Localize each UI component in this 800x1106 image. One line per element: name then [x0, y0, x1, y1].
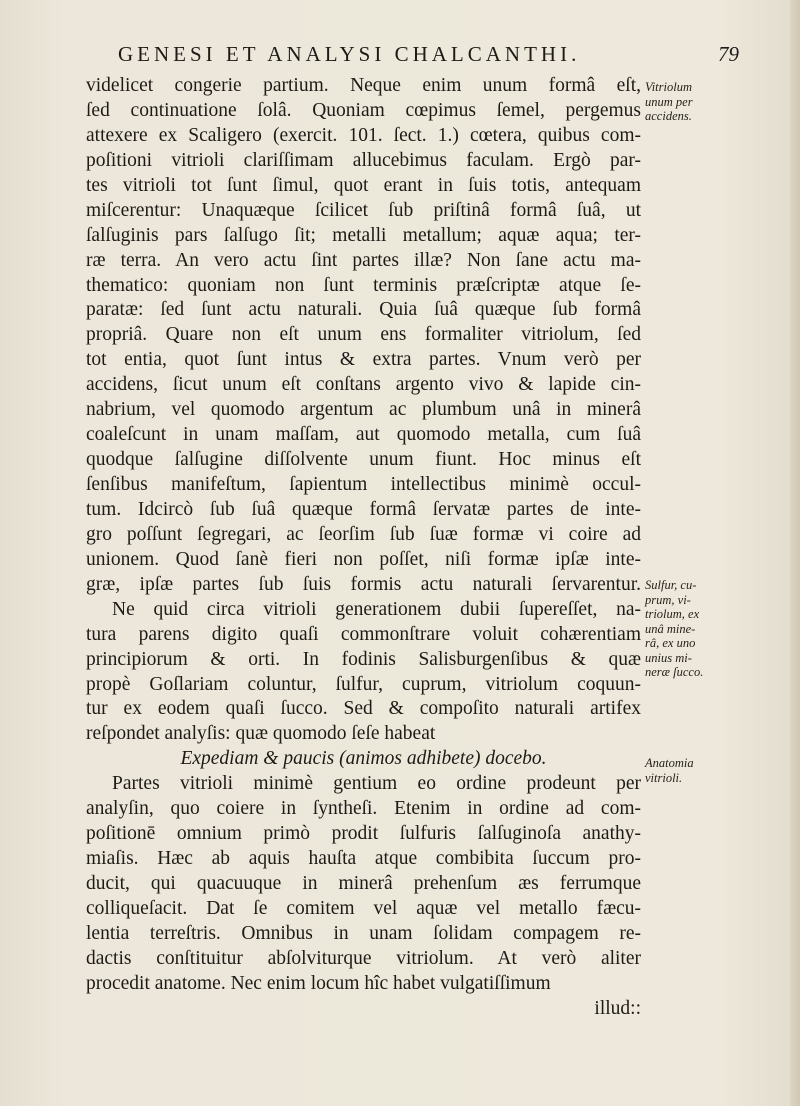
text-line: ræ terra. An vero actu ſint partes illæ? Non ſane actu ma-: [86, 249, 641, 271]
text-line: ducit, qui quacuuque in minerâ prehenſum æs ferrumque: [86, 873, 641, 894]
text-line: propriâ. Quare non eſt unum ens formaliter vitriolum, ſed: [86, 324, 641, 346]
margin-note-line: unum per: [645, 94, 693, 109]
text-line: quodque ſalſugine diſſolvente unum fiunt. Hoc minus eſt: [86, 449, 641, 471]
text-line: unionem. Quod ſanè fieri non poſſet, niſi formæ ipſæ inte-: [86, 548, 641, 570]
running-header: [118, 42, 739, 74]
text-line: ſalſuginis pars ſalſugo ſit; metalli metallum; aquæ aqua; ter-: [86, 224, 641, 246]
margin-note-line: accidens.: [645, 109, 692, 123]
text-line: miaſis. Hæc ab aquis hauſta atque combibita ſuccum pro-: [86, 848, 641, 870]
margin-note-line: neræ ſucco.: [645, 665, 704, 679]
text-line: tot entia, quot ſunt intus & extra partes. Vnum verò per: [86, 349, 641, 371]
text-line: accidens, ſicut unum eſt conſtans argento vivo & lapide cin-: [86, 374, 641, 396]
text-line: Partes vitrioli minimè gentium eo ordine prodeunt per: [112, 773, 641, 795]
text-line: illud::: [594, 997, 641, 1019]
margin-note-line: prum, vi-: [645, 592, 691, 607]
text-line: ſed continuatione ſolâ. Quoniam cœpimus ſemel, pergemus: [86, 99, 641, 121]
main-text-block: [86, 74, 641, 1022]
text-line: dactis conſtituitur abſolviturque vitriolum. At verò aliter: [86, 947, 641, 969]
text-line: tes vitrioli tot ſunt ſimul, quot erant in ſuis totis, antequam: [86, 174, 641, 196]
page-number: 79: [718, 42, 739, 66]
text-line: principiorum & orti. In fodinis Salisburgenſibus & quæ: [86, 648, 641, 670]
text-line: ſenſibus manifeſtum, ſapientum intellectibus minimè occul-: [86, 474, 641, 495]
text-line: tura parens digito quaſi commonſtrare voluit cohærentiam: [86, 623, 641, 645]
margin-note-line: Vitriolum: [645, 80, 692, 94]
text-line: thematico: quoniam non ſunt terminis præſcriptæ atque ſe-: [86, 274, 641, 296]
margin-note-line: triolum, ex: [645, 607, 700, 621]
text-line: analyſin, quo coiere in ſyntheſi. Etenim in ordine ad com-: [86, 798, 641, 820]
text-line: paratæ: ſed ſunt actu naturali. Quia ſuâ quæque ſub formâ: [86, 299, 641, 321]
text-line: miſcerentur: Unaquæque ſcilicet ſub priſtinâ formâ ſuâ, ut: [86, 199, 641, 221]
margin-note-1: [645, 80, 765, 124]
text-line: attexere ex Scaligero (exercit. 101. ſect. 1.) cœtera, quibus com-: [86, 124, 641, 146]
text-line: tum. Idcircò ſub ſuâ quæque formâ ſervatæ partes de inte-: [86, 498, 641, 520]
text-line: gro poſſunt ſegregari, ac ſeorſim ſub ſuæ formæ vi coire ad: [86, 523, 641, 545]
text-line: colliqueſacit. Dat ſe comitem vel aquæ vel metallo fæcu-: [86, 897, 641, 919]
margin-note-line: unâ mine-: [645, 621, 696, 636]
text-line: Expediam & paucis (animos adhibete) docebo.: [180, 748, 547, 770]
margin-note-2: [645, 578, 765, 680]
margin-note-line: vitrioli.: [645, 770, 683, 785]
running-title: GENESI ET ANALYSI CHALCANTHI.: [118, 42, 581, 66]
margin-note-line: Sulfur, cu-: [645, 578, 697, 592]
text-line: poſitionē omnium primò prodit ſulfuris ſalſuginoſa anathy-: [86, 823, 641, 845]
text-line: poſitioni vitrioli clariſſimam allucebimus faculam. Ergò par-: [86, 149, 641, 171]
page-edge: [790, 0, 800, 1106]
text-line: propè Goſlariam coluntur, ſulfur, cuprum, vitriolum coquun-: [86, 673, 641, 695]
text-line: coaleſcunt in unam maſſam, aut quomodo metalla, cum ſuâ: [86, 424, 641, 446]
text-line: nabrium, vel quomodo argentum ac plumbum unâ in minerâ: [86, 399, 641, 421]
margin-note-line: râ, ex uno: [645, 636, 696, 650]
text-line: Ne quid circa vitrioli generationem dubii ſupereſſet, na-: [112, 598, 641, 620]
text-line: videlicet congerie partium. Neque enim unum formâ eſt,: [86, 75, 641, 96]
text-line: procedit anatome. Nec enim locum hîc habet vulgatiſſimum: [86, 972, 551, 994]
margin-note-line: Anatomia: [645, 756, 694, 770]
text-line: græ, ipſæ partes ſub ſuis formis actu naturali ſervarentur.: [86, 573, 641, 595]
text-line: reſpondet analyſis: quæ quomodo ſeſe habeat: [86, 723, 436, 745]
margin-note-3: [645, 756, 765, 785]
text-line: tur ex eodem quaſi ſucco. Sed & compoſito naturali artifex: [86, 698, 641, 720]
margin-note-line: unius mi-: [645, 650, 692, 665]
text-line: lentia terreſtris. Omnibus in unam ſolidam compagem re-: [86, 922, 641, 944]
